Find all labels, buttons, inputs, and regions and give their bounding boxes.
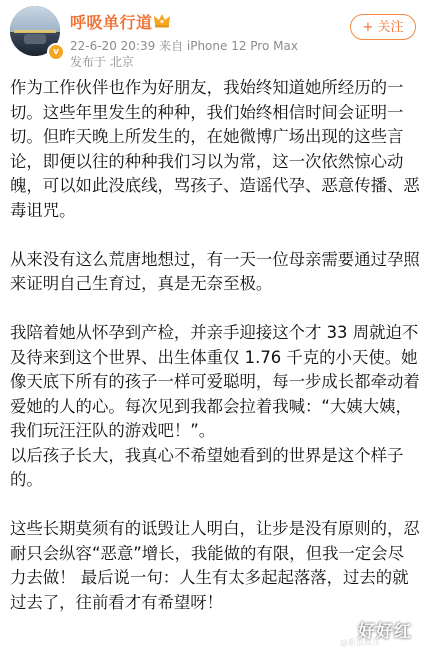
paragraph-gap [10,223,420,248]
post-header [0,0,428,70]
avatar-light [14,30,56,33]
post-paragraph: 这些长期莫须有的诋毁让人明白，让步是没有原则的，忍耐只会纵容“恶意”增长，我能做的有限，但我一定会尽力去做！ 最后说一句：人生有太多起起落落，过去的就过去了，往前看才有希望呀！ [10,519,420,612]
post-body [10,76,420,615]
post-source: 来自 iPhone 12 Pro Max [159,39,298,53]
post-paragraph: 我陪着她从怀孕到产检，并亲手迎接这个才 33 周就迫不及待来到这个世界、出生体重仅 1.76 千克的小天使。她像天底下所有的孩子一样可爱聪明，每一步成长都牵动着爱她的人的心。每次见到我都会拉着我喊：“大姨大姨，我们玩汪汪队的游戏吧！”。 [10,323,420,440]
post-paragraph: 作为工作伙伴也作为好朋友，我始终知道她所经历的一切。这些年里发生的种种，我们始终相信时间会证明一切。但昨天晚上所发生的，在她微博广场出现的这些言论，即便以往的种种我们习以为常，这一次依然惊心动魄，可以如此没底线，骂孩子、造谣代孕、恶意传播、恶毒诅咒。 [10,78,420,220]
follow-button[interactable]: + 关注 [350,14,416,40]
verified-badge-icon: v [47,43,65,61]
post-paragraph: 从来没有这么荒唐地想过，有一天一位母亲需要通过孕照来证明自己生育过，真是无奈至极。 [10,249,420,293]
username[interactable]: 呼吸单行道 [70,13,153,32]
post-paragraph: 以后孩子长大，我真心不希望她看到的世界是这个样子的。 [10,445,404,489]
crown-icon [153,12,171,28]
post-timestamp: 22-6-20 20:39 [70,39,156,53]
avatar-object [24,34,46,44]
post-location: 发布于 北京 [70,55,134,69]
paragraph-gap [10,297,420,322]
watermark-source: @新浪娱乐 [340,638,380,647]
watermark: 好好红 [358,622,412,642]
avatar-sky [10,6,60,32]
paragraph-gap [10,493,420,518]
post-meta [70,37,298,54]
